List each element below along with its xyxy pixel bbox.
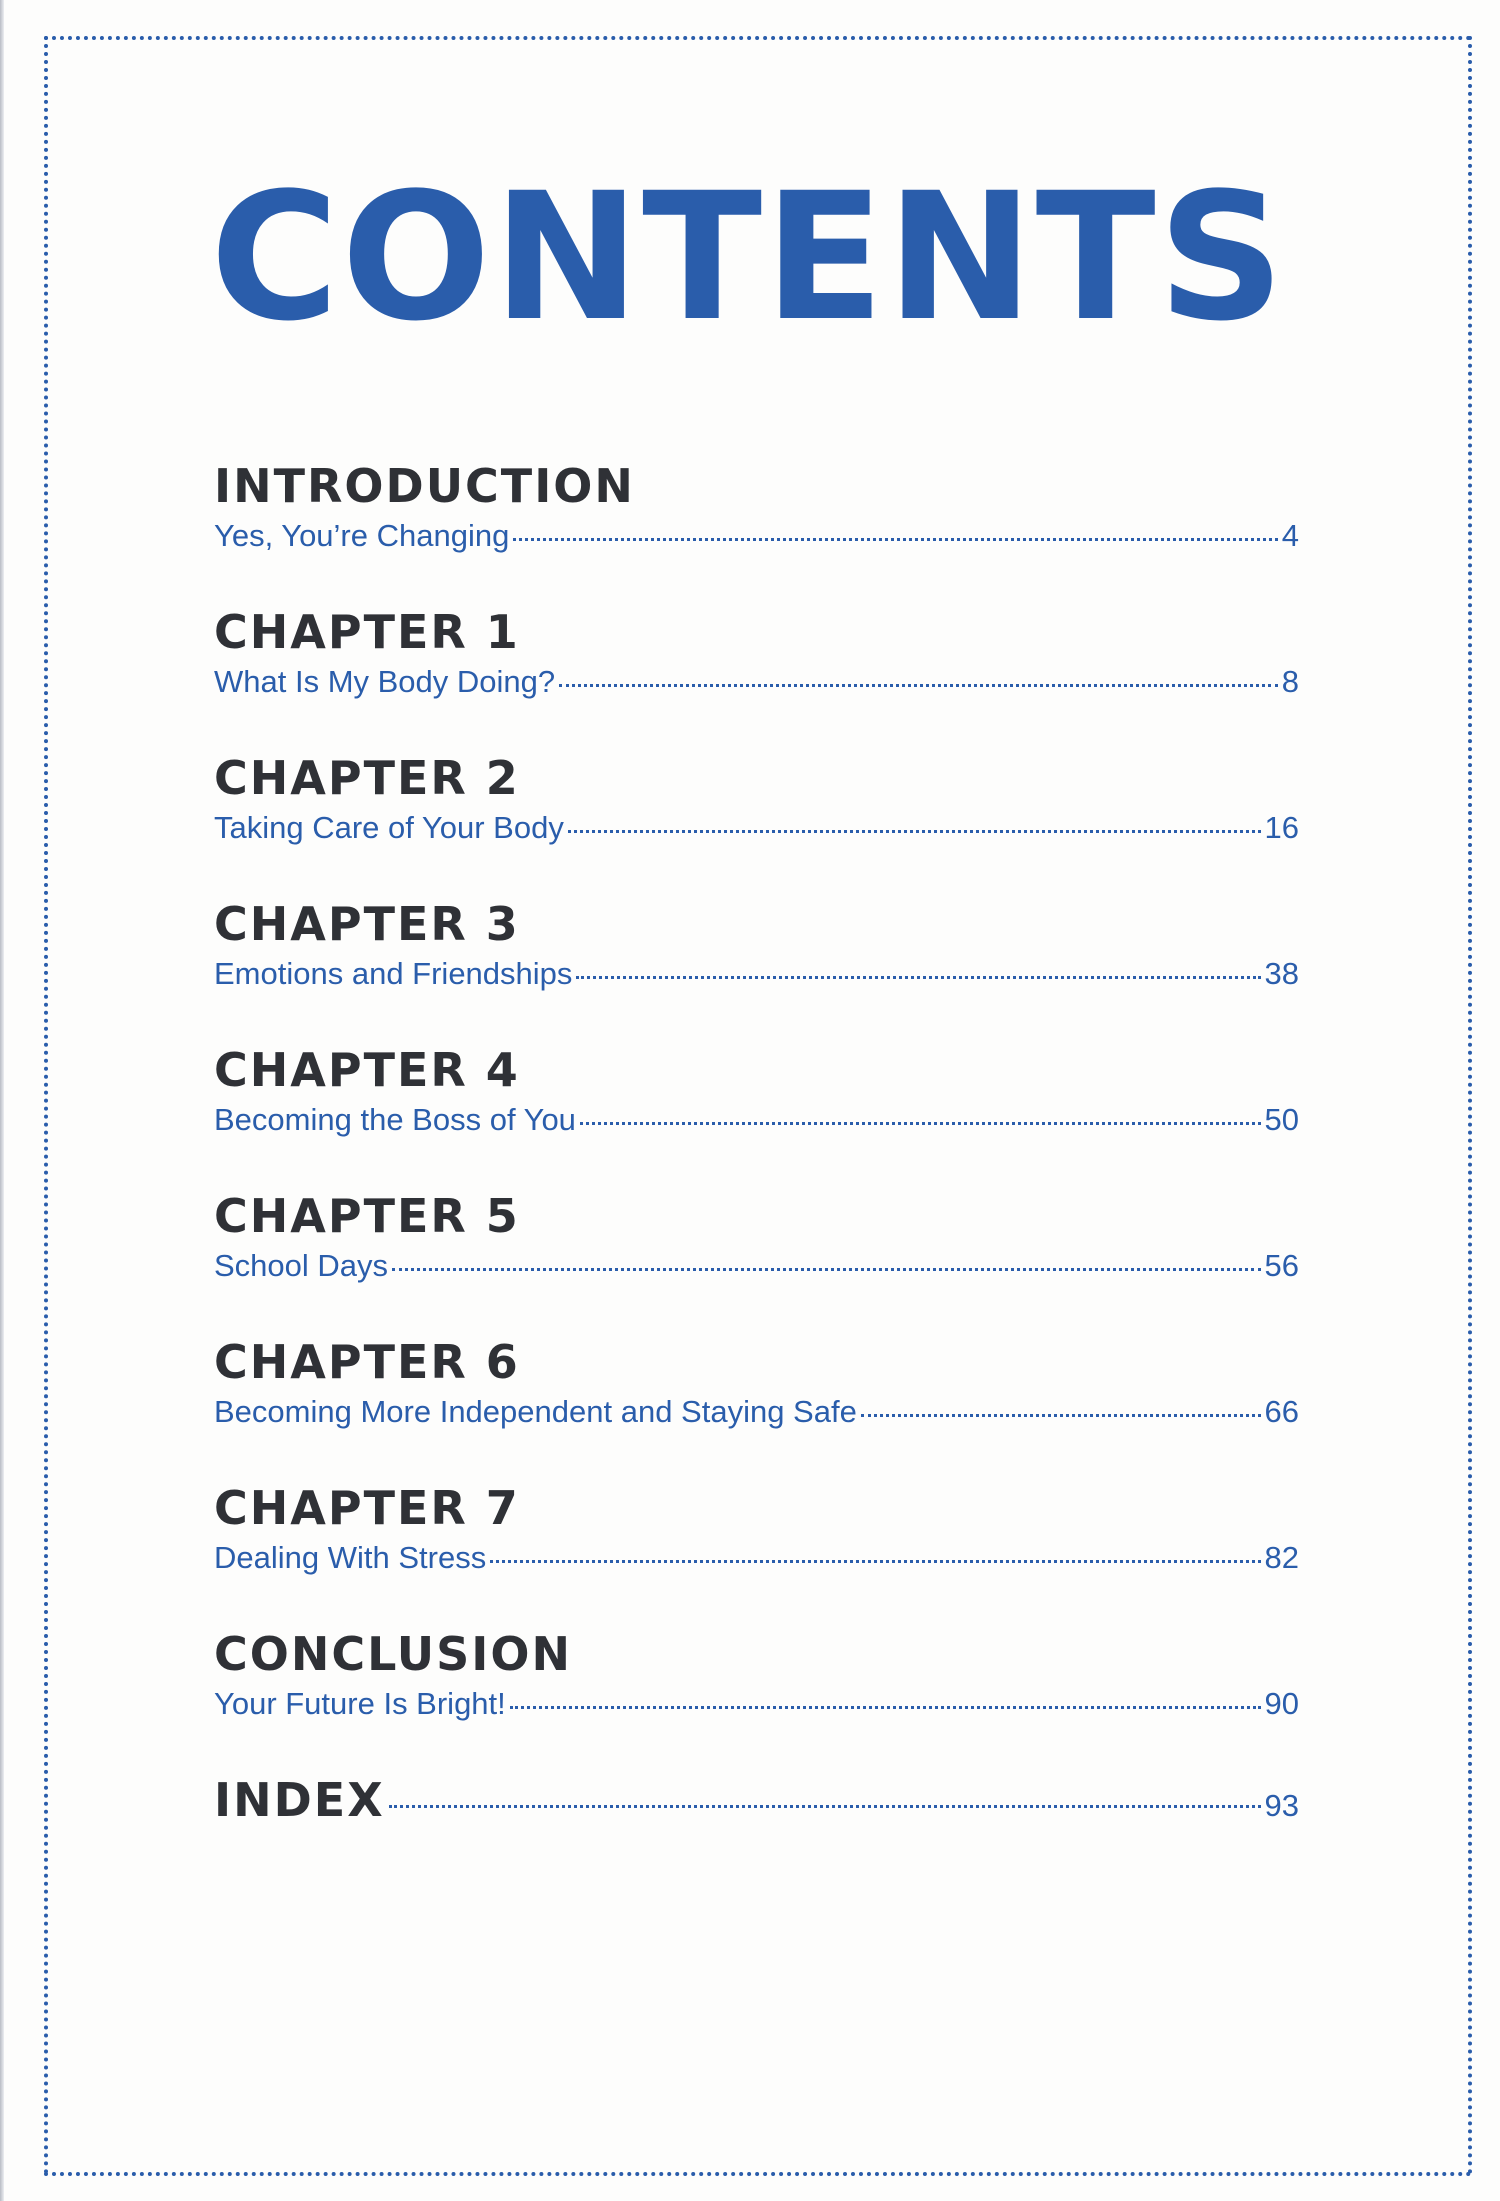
toc-entry[interactable] — [214, 1392, 1299, 1432]
section-heading: CHAPTER 4 — [214, 1043, 520, 1097]
section-heading: CHAPTER 5 — [214, 1189, 520, 1243]
entry-title: Your Future Is Bright! — [214, 1686, 506, 1721]
index-heading: INDEX — [214, 1773, 385, 1827]
page-number: 38 — [1264, 956, 1299, 991]
toc-entry[interactable] — [214, 1684, 1299, 1724]
dot-leader — [392, 1268, 1260, 1271]
table-of-contents — [214, 460, 1299, 1826]
dot-leader — [568, 830, 1261, 833]
toc-section-chapter-1 — [214, 606, 1299, 752]
section-heading: CHAPTER 3 — [214, 897, 520, 951]
page-title: CONTENTS — [210, 155, 1287, 360]
section-heading: INTRODUCTION — [214, 459, 635, 513]
section-heading: CHAPTER 6 — [214, 1335, 520, 1389]
toc-section-introduction — [214, 460, 1299, 606]
toc-section-chapter-5 — [214, 1190, 1299, 1336]
section-heading: CHAPTER 1 — [214, 605, 520, 659]
toc-entry[interactable] — [214, 662, 1299, 702]
page-edge-shadow — [0, 0, 4, 2201]
dot-leader — [580, 1122, 1261, 1125]
dot-leader — [559, 684, 1278, 687]
page-number: 8 — [1281, 664, 1299, 699]
entry-title: Emotions and Friendships — [214, 956, 573, 991]
dot-leader — [510, 1706, 1261, 1709]
toc-section-conclusion — [214, 1628, 1299, 1774]
dot-leader — [576, 976, 1260, 979]
dot-leader — [861, 1414, 1261, 1417]
toc-section-chapter-3 — [214, 898, 1299, 1044]
toc-entry[interactable] — [214, 1246, 1299, 1286]
entry-title: Dealing With Stress — [214, 1540, 487, 1575]
toc-index-entry[interactable] — [214, 1774, 1299, 1826]
page-number: 66 — [1264, 1394, 1299, 1429]
dot-leader — [513, 538, 1277, 541]
entry-title: School Days — [214, 1248, 389, 1283]
toc-entry[interactable] — [214, 1100, 1299, 1140]
section-heading: CHAPTER 2 — [214, 751, 520, 805]
toc-entry[interactable] — [214, 1538, 1299, 1578]
page-number: 16 — [1264, 810, 1299, 845]
page-number: 4 — [1281, 518, 1299, 553]
entry-title: What Is My Body Doing? — [214, 664, 556, 699]
page-number: 50 — [1264, 1102, 1299, 1137]
toc-entry[interactable] — [214, 808, 1299, 848]
entry-title: Taking Care of Your Body — [214, 810, 564, 845]
toc-section-chapter-6 — [214, 1336, 1299, 1482]
toc-entry[interactable] — [214, 516, 1299, 556]
dot-leader — [389, 1805, 1261, 1808]
entry-title: Yes, You’re Changing — [214, 518, 510, 553]
toc-section-chapter-7 — [214, 1482, 1299, 1628]
toc-section-chapter-4 — [214, 1044, 1299, 1190]
section-heading: CONCLUSION — [214, 1627, 572, 1681]
page-number: 56 — [1264, 1248, 1299, 1283]
toc-section-chapter-2 — [214, 752, 1299, 898]
page-number: 82 — [1264, 1540, 1299, 1575]
entry-title: Becoming the Boss of You — [214, 1102, 576, 1137]
dot-leader — [490, 1560, 1260, 1563]
section-heading: CHAPTER 7 — [214, 1481, 520, 1535]
entry-title: Becoming More Independent and Staying Safe — [214, 1394, 857, 1429]
page-number: 90 — [1264, 1686, 1299, 1721]
toc-entry[interactable] — [214, 954, 1299, 994]
page-number: 93 — [1264, 1788, 1299, 1823]
